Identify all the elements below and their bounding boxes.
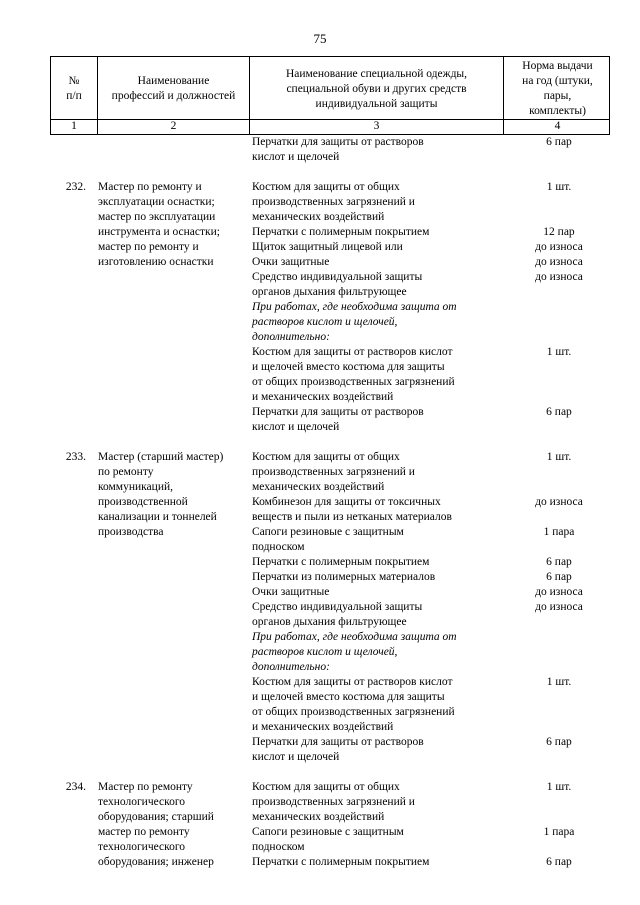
profession-line: канализации и тоннелей: [98, 511, 217, 523]
equipment-line: Щиток защитный лицевой или: [252, 241, 403, 253]
equipment-line: подноском: [252, 541, 305, 553]
norm-value: [508, 420, 610, 435]
header-col-equipment: Наименование специальной одежды, специальной обуви и других средств индивидуальной защиты: [249, 57, 503, 119]
page-number: 75: [313, 31, 327, 46]
column-number: 1: [71, 120, 77, 132]
equipment-line: Перчатки для защиты от растворов: [252, 736, 424, 748]
equipment-line: от общих производственных загрязнений: [252, 706, 455, 718]
row-number: 234.: [65, 781, 86, 793]
header-col-norm: Норма выдачи на год (штуки, пары, комплекты): [503, 57, 611, 119]
profession-line: оборудования; старший: [98, 811, 214, 823]
equipment-line: Костюм для защиты от общих: [252, 181, 400, 193]
equipment-line: и механических воздействий: [252, 721, 394, 733]
profession-line: по ремонту: [98, 466, 154, 478]
profession-line: производственной: [98, 496, 188, 508]
profession-line: технологического: [98, 796, 186, 808]
profession-line: мастер по эксплуатации: [98, 211, 216, 223]
norm-value: [508, 540, 610, 555]
norm-value: [508, 360, 610, 375]
equipment-line: механических воздействий: [252, 211, 385, 223]
equipment-line: от общих производственных загрязнений: [252, 376, 455, 388]
table-row: [50, 780, 610, 870]
equipment-line: Перчатки для защиты от растворов: [252, 136, 424, 148]
norm-value: 1 пара: [543, 526, 575, 538]
equipment-cell: [248, 135, 508, 165]
row-spacer: [50, 165, 610, 180]
norm-value: [508, 300, 610, 315]
norm-value: [508, 465, 610, 480]
profession-line: производства: [98, 526, 164, 538]
equipment-line: и механических воздействий: [252, 391, 394, 403]
profession-line: Мастер по ремонту: [98, 781, 193, 793]
norm-value: 6 пар: [546, 136, 572, 148]
profession-line: мастер по ремонту и: [98, 241, 199, 253]
profession-line: Мастер по ремонту и: [98, 181, 202, 193]
equipment-line: Средство индивидуальной защиты: [252, 601, 423, 613]
profession-cell: [94, 780, 248, 870]
norm-value: 12 пар: [543, 226, 575, 238]
norm-value: 1 шт.: [546, 346, 572, 358]
norm-value: [508, 615, 610, 630]
row-spacer: [50, 765, 610, 780]
profession-line: оборудования; инженер: [98, 856, 214, 868]
norm-value: 1 шт.: [546, 676, 572, 688]
norm-value: [508, 705, 610, 720]
norm-cell: [508, 135, 610, 165]
profession-line: технологического: [98, 841, 186, 853]
condition-note: растворов кислот и щелочей,: [252, 316, 398, 328]
profession-line: мастер по ремонту: [98, 826, 190, 838]
norm-value: 6 пар: [546, 571, 572, 583]
equipment-line: механических воздействий: [252, 481, 385, 493]
norm-value: до износа: [535, 496, 583, 508]
norm-value: [508, 285, 610, 300]
equipment-line: Перчатки с полимерным покрытием: [252, 856, 430, 868]
table-header: [50, 56, 610, 120]
norm-value: [508, 690, 610, 705]
equipment-line: Сапоги резиновые с защитным: [252, 526, 404, 538]
equipment-line: Костюм для защиты от общих: [252, 781, 400, 793]
equipment-line: органов дыхания фильтрующее: [252, 286, 407, 298]
norm-value: 6 пар: [546, 736, 572, 748]
equipment-line: Очки защитные: [252, 586, 330, 598]
equipment-line: и щелочей вместо костюма для защиты: [252, 361, 445, 373]
equipment-line: веществ и пыли из нетканых материалов: [252, 511, 452, 523]
header-col-profession: Наименование профессий и должностей: [97, 57, 249, 119]
norm-value: [508, 810, 610, 825]
equipment-line: производственных загрязнений и: [252, 796, 415, 808]
condition-note: При работах, где необходима защита от: [252, 631, 457, 643]
norm-value: [508, 750, 610, 765]
condition-note: растворов кислот и щелочей,: [252, 646, 398, 658]
equipment-line: и щелочей вместо костюма для защиты: [252, 691, 445, 703]
equipment-line: Костюм для защиты от растворов кислот: [252, 346, 453, 358]
equipment-line: производственных загрязнений и: [252, 466, 415, 478]
row-number: [50, 135, 94, 165]
profession-line: инструмента и оснастки;: [98, 226, 220, 238]
equipment-line: кислот и щелочей: [252, 751, 340, 763]
condition-note: дополнительно:: [252, 661, 330, 673]
equipment-line: подноском: [252, 841, 305, 853]
row-spacer: [50, 435, 610, 450]
equipment-line: Средство индивидуальной защиты: [252, 271, 423, 283]
profession-line: эксплуатации оснастки;: [98, 196, 215, 208]
row-number: 233.: [65, 451, 86, 463]
norm-value: 6 пар: [546, 856, 572, 868]
equipment-cell: [248, 450, 508, 765]
column-numbers-row: [50, 120, 610, 135]
equipment-line: Костюм для защиты от общих: [252, 451, 400, 463]
row-number: 232.: [65, 181, 86, 193]
norm-value: [508, 645, 610, 660]
condition-note: При работах, где необходима защита от: [252, 301, 457, 313]
equipment-line: кислот и щелочей: [252, 421, 340, 433]
profession-line: Мастер (старший мастер): [98, 451, 224, 463]
norm-value: [508, 390, 610, 405]
table-row: [50, 180, 610, 435]
table-row: [50, 450, 610, 765]
norm-value: [508, 480, 610, 495]
norm-value: [508, 210, 610, 225]
profession-line: коммуникаций,: [98, 481, 174, 493]
norm-value: [508, 795, 610, 810]
norm-value: [508, 195, 610, 210]
norm-value: [508, 840, 610, 855]
norm-cell: [508, 780, 610, 870]
continuation-row: [50, 135, 610, 165]
norm-value: [508, 720, 610, 735]
norm-value: до износа: [535, 241, 583, 253]
norm-value: до износа: [535, 256, 583, 268]
norm-value: [508, 375, 610, 390]
norm-value: [508, 315, 610, 330]
header-col-number: № п/п: [66, 75, 82, 102]
profession-cell: [94, 135, 248, 165]
equipment-line: Перчатки для защиты от растворов: [252, 406, 424, 418]
norm-value: [508, 330, 610, 345]
column-number: 3: [249, 120, 503, 134]
norm-cell: [508, 180, 610, 435]
ppe-norms-table: [50, 56, 610, 870]
column-number: 2: [97, 120, 249, 134]
profession-cell: [94, 180, 248, 435]
norm-value: 6 пар: [546, 556, 572, 568]
equipment-line: Очки защитные: [252, 256, 330, 268]
norm-value: [508, 150, 610, 165]
column-number: 4: [503, 120, 611, 134]
equipment-line: Перчатки с полимерным покрытием: [252, 556, 430, 568]
equipment-line: органов дыхания фильтрующее: [252, 616, 407, 628]
table-body: [50, 135, 610, 870]
norm-value: [508, 660, 610, 675]
equipment-line: кислот и щелочей: [252, 151, 340, 163]
condition-note: дополнительно:: [252, 331, 330, 343]
norm-cell: [508, 450, 610, 765]
norm-value: [508, 630, 610, 645]
equipment-line: Перчатки из полимерных материалов: [252, 571, 436, 583]
equipment-line: Комбинезон для защиты от токсичных: [252, 496, 441, 508]
profession-line: изготовлению оснастки: [98, 256, 214, 268]
norm-value: 6 пар: [546, 406, 572, 418]
norm-value: до износа: [535, 271, 583, 283]
norm-value: до износа: [535, 586, 583, 598]
equipment-cell: [248, 780, 508, 870]
equipment-line: Сапоги резиновые с защитным: [252, 826, 404, 838]
norm-value: 1 пара: [543, 826, 575, 838]
norm-value: 1 шт.: [546, 451, 572, 463]
equipment-line: Перчатки с полимерным покрытием: [252, 226, 430, 238]
norm-value: до износа: [535, 601, 583, 613]
equipment-cell: [248, 180, 508, 435]
profession-cell: [94, 450, 248, 765]
norm-value: 1 шт.: [546, 181, 572, 193]
equipment-line: производственных загрязнений и: [252, 196, 415, 208]
norm-value: [508, 510, 610, 525]
norm-value: 1 шт.: [546, 781, 572, 793]
equipment-line: механических воздействий: [252, 811, 385, 823]
equipment-line: Костюм для защиты от растворов кислот: [252, 676, 453, 688]
